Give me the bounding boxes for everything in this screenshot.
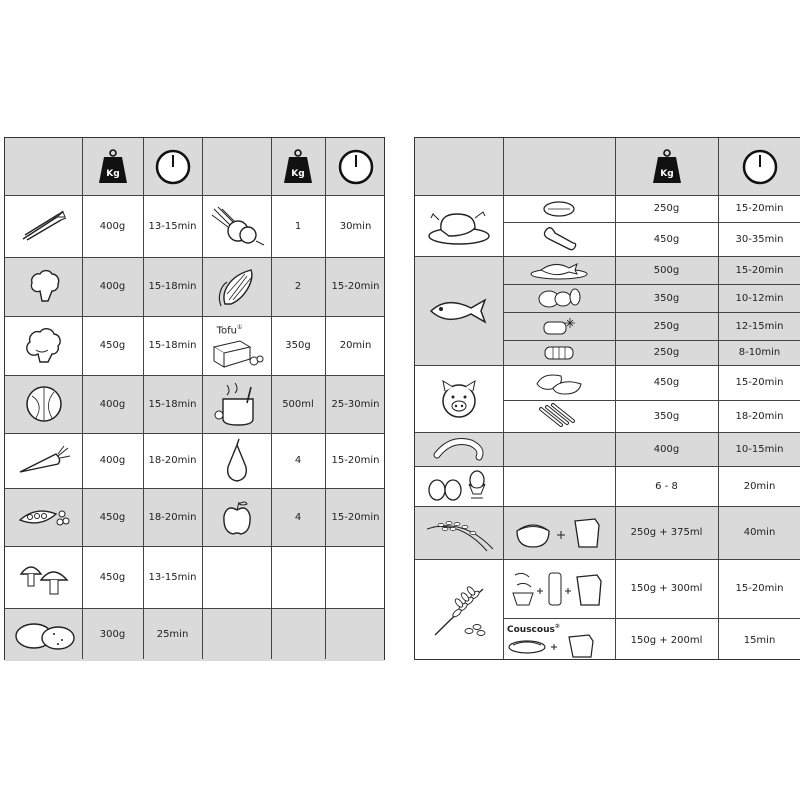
rice-plant-icon	[415, 506, 503, 559]
weight-cell: 400g	[99, 220, 126, 232]
weight-icon	[615, 138, 718, 195]
weight-cell: 1	[294, 220, 302, 232]
weight-cell: 250g	[653, 203, 680, 214]
weight-cell: 500g	[653, 264, 680, 276]
broccoli-icon	[5, 257, 82, 316]
frozen-fillet-icon	[503, 312, 615, 340]
weight-cell: 450g	[653, 233, 680, 245]
weight-cell: 250g	[653, 320, 680, 332]
weight-cell: 350g	[653, 410, 680, 422]
weight-cell: 350g	[653, 292, 680, 304]
eggs-icon	[415, 466, 503, 506]
weight-cell: 350g	[285, 340, 311, 351]
time-cell: 15-20min	[735, 203, 784, 214]
pork-chops-icon	[503, 365, 615, 400]
weight-cell: 400g	[99, 281, 126, 292]
weight-cell: 150g + 300ml	[630, 583, 703, 594]
footnote-marker: ①	[237, 324, 243, 332]
clock-icon	[143, 138, 202, 195]
time-cell: 15-20min	[331, 511, 380, 523]
time-cell: 15-20min	[331, 455, 380, 466]
weight-cell: 400g	[99, 455, 126, 466]
clock-icon	[718, 138, 800, 195]
time-cell: 20min	[743, 480, 776, 492]
weight-cell: 150g + 200ml	[630, 634, 703, 646]
time-cell: 15min	[743, 634, 776, 646]
weight-label: Kg	[105, 168, 120, 179]
pork-ribs-icon	[503, 400, 615, 432]
time-cell: 15-20min	[735, 583, 784, 594]
fish-fillet-icon	[503, 340, 615, 365]
cauliflower-icon	[5, 316, 82, 375]
time-cell: 10-15min	[735, 443, 784, 455]
rice-bowl-plus-water-icon	[503, 506, 615, 559]
grain-plus-milk-plus-water-icon	[503, 559, 615, 618]
time-cell: 10-12min	[735, 292, 784, 304]
weight-cell: 6 - 8	[655, 480, 678, 492]
time-cell: 20min	[339, 340, 372, 351]
wheat-icon	[415, 559, 503, 662]
cabbage-icon	[5, 375, 82, 433]
time-cell: 13-15min	[148, 571, 197, 583]
tofu-label: Tofu	[216, 325, 237, 337]
soup-pot-icon	[202, 375, 271, 433]
fish-icon	[415, 256, 503, 365]
apple-icon	[202, 488, 271, 546]
clock-icon	[325, 138, 386, 195]
time-cell: 15-20min	[735, 264, 784, 276]
corn-icon	[202, 257, 271, 316]
time-cell: 15-18min	[148, 340, 197, 351]
weight-cell: 2	[294, 281, 302, 292]
pear-icon	[202, 433, 271, 488]
time-cell: 8-10min	[738, 347, 781, 358]
time-cell: 18-20min	[148, 511, 197, 523]
time-cell: 18-20min	[735, 410, 784, 422]
beetroot-icon	[202, 195, 271, 257]
protein-grain-table	[414, 137, 800, 660]
weight-cell: 300g	[99, 629, 126, 640]
chicken-leg-icon	[503, 222, 615, 256]
weight-cell: 250g	[653, 347, 680, 358]
footnote-marker: ②	[554, 623, 560, 630]
weight-cell: 400g	[653, 443, 680, 455]
pig-icon	[415, 365, 503, 432]
time-cell: 15-20min	[735, 377, 784, 388]
weight-cell: 4	[294, 455, 302, 466]
time-cell: 25-30min	[331, 398, 380, 410]
weight-icon	[82, 138, 143, 195]
sausage-icon	[415, 432, 503, 466]
time-cell: 13-15min	[148, 220, 197, 232]
weight-label: Kg	[659, 168, 674, 179]
couscous-label: Couscous	[507, 625, 555, 635]
time-cell: 15-18min	[148, 398, 197, 410]
time-cell: 30min	[339, 220, 372, 232]
weight-cell: 400g	[99, 398, 126, 410]
time-cell: 25min	[156, 629, 189, 640]
whole-fish-icon	[503, 256, 615, 284]
potato-icon	[5, 608, 82, 661]
couscous-plus-water-icon	[503, 618, 615, 662]
time-cell: 18-20min	[148, 455, 197, 466]
weight-label: Kg	[291, 168, 305, 179]
weight-cell: 450g	[99, 511, 126, 523]
chicken-breast-icon	[503, 195, 615, 222]
vegetable-table	[4, 137, 385, 660]
time-cell: 15-18min	[148, 281, 197, 292]
weight-cell: 4	[294, 511, 302, 523]
carrot-icon	[5, 433, 82, 488]
weight-cell: 450g	[653, 377, 680, 388]
time-cell: 30-35min	[735, 233, 784, 245]
roast-chicken-icon	[415, 195, 503, 256]
mushroom-icon	[5, 546, 82, 608]
peas-icon	[5, 488, 82, 546]
weight-cell: 450g	[99, 340, 126, 351]
weight-cell: 250g + 375ml	[630, 527, 703, 538]
time-cell: 12-15min	[735, 320, 784, 332]
time-cell: 40min	[743, 527, 776, 538]
tofu-icon	[202, 316, 271, 375]
asparagus-icon	[5, 195, 82, 257]
time-cell: 15-20min	[331, 281, 380, 292]
weight-icon	[271, 138, 325, 195]
weight-cell: 500ml	[282, 398, 314, 410]
fish-pieces-icon	[503, 284, 615, 312]
weight-cell: 450g	[99, 571, 126, 583]
